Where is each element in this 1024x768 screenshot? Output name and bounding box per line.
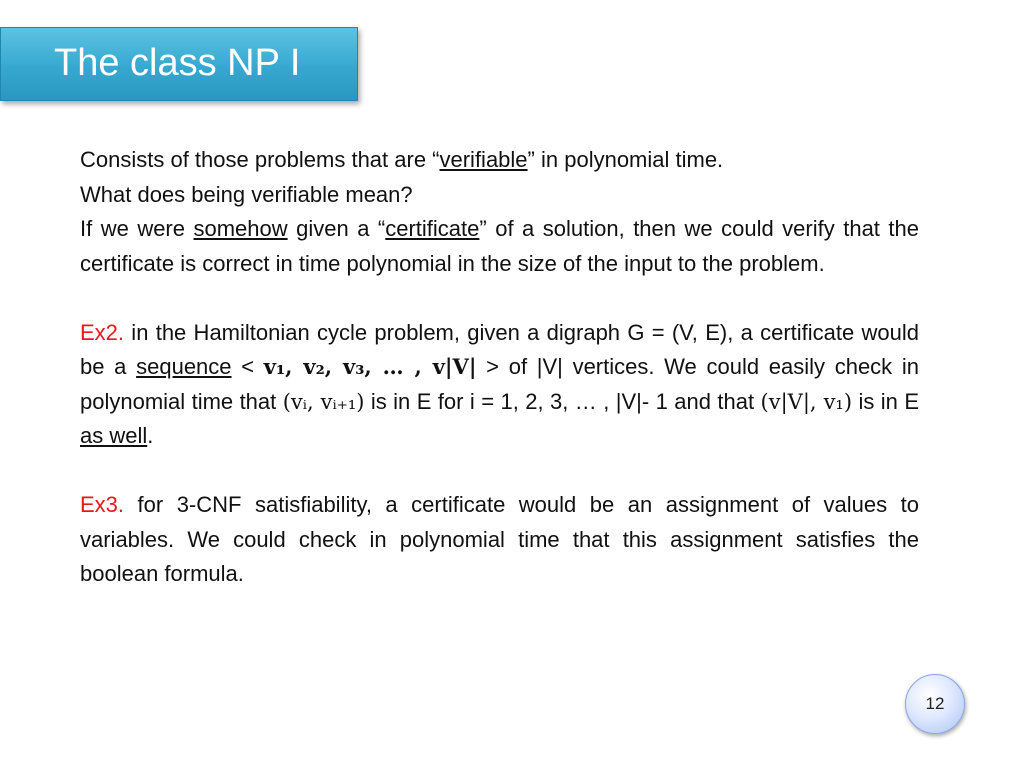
somehow-term: somehow — [193, 216, 288, 241]
text-segment: If we were — [80, 216, 194, 241]
verifiable-term: verifiable — [439, 147, 528, 172]
title-banner — [0, 27, 358, 101]
closing-edge-formula: (v|V|, v₁) — [760, 389, 853, 414]
paragraph-certificate — [80, 212, 919, 281]
sequence-term: sequence — [136, 354, 232, 379]
paragraph-spacer — [80, 454, 919, 489]
paragraph-np-definition — [80, 143, 919, 178]
text-segment: ” in polynomial time. — [527, 147, 724, 172]
slide-body — [80, 143, 919, 592]
text-segment: > of |V| vertices. We could easily check in polynomial time that — [80, 354, 919, 414]
certificate-term: certificate — [385, 216, 480, 241]
vertex-sequence-formula: v₁, v₂, v₃, … , v|V| — [263, 354, 477, 379]
example-3-label: Ex3. — [80, 492, 125, 517]
text-segment: ” of a solution, then we could verify that the certificate is correct in time polynomial in the size of the input to the problem. — [80, 216, 919, 276]
example-2-label: Ex2. — [80, 319, 125, 345]
edge-pair-formula: (vᵢ, vᵢ₊₁) — [282, 389, 365, 414]
text-segment: is in E for i = 1, 2, 3, … , |V|- 1 and that — [364, 388, 761, 414]
paragraph-example-3 — [80, 488, 919, 592]
text-segment: for 3-CNF satisfiability, a certificate would be an assignment of values to variables. We could check in polynomial time that this assignment satisfies the boolean formula. — [80, 492, 919, 586]
slide-title: The class NP I — [54, 42, 301, 84]
paragraph-question: What does being verifiable mean? — [80, 181, 413, 207]
text-segment: Consists of those problems that are “ — [80, 147, 440, 172]
paragraph-example-2 — [80, 316, 919, 454]
text-segment: in the Hamiltonian cycle problem, given a digraph G = (V, E), a certificate would be a — [80, 319, 919, 379]
text-segment: is in E — [852, 388, 919, 414]
text-segment: given a “ — [287, 216, 386, 241]
slide-number-badge: 12 — [905, 674, 965, 734]
text-segment: < — [231, 354, 264, 379]
text-segment: . — [147, 423, 154, 448]
paragraph-spacer — [80, 281, 919, 316]
as-well-term: as well — [80, 423, 148, 448]
